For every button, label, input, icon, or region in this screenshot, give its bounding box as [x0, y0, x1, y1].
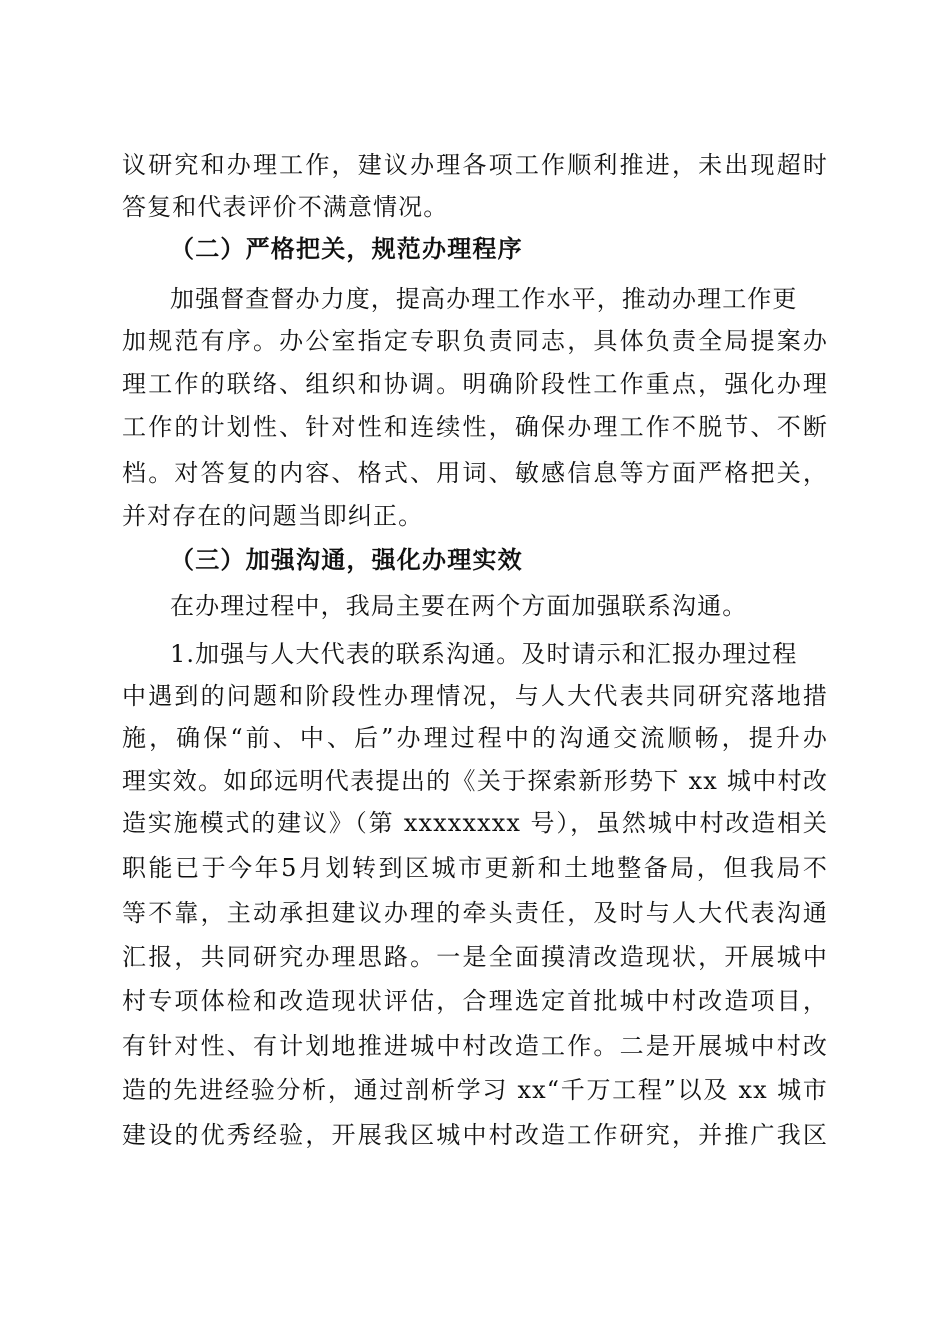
body-text-line: 理工作的联络、组织和协调。明确阶段性工作重点，强化办理 — [122, 370, 828, 398]
body-text-line: 造实施模式的建议》（第 xxxxxxxx 号），虽然城中村改造相关 — [122, 809, 828, 837]
section-heading: （二）严格把关，规范办理程序 — [170, 234, 523, 263]
body-text-line: 议研究和办理工作，建议办理各项工作顺利推进，未出现超时 — [122, 151, 828, 179]
body-text-line: 档。对答复的内容、格式、用词、敏感信息等方面严格把关， — [122, 459, 828, 487]
body-text-line: 建设的优秀经验，开展我区城中村改造工作研究，并推广我区 — [122, 1121, 828, 1149]
body-text-line: 造的先进经验分析，通过剖析学习 xx“千万工程”以及 xx 城市 — [122, 1076, 828, 1104]
section-heading: （三）加强沟通，强化办理实效 — [170, 545, 523, 574]
body-text-line: 村专项体检和改造现状评估，合理选定首批城中村改造项目， — [122, 987, 828, 1015]
paragraph-first-line: 1.加强与人大代表的联系沟通。及时请示和汇报办理过程 — [170, 640, 798, 668]
body-text-line: 职能已于今年5月划转到区城市更新和土地整备局，但我局不 — [122, 854, 828, 882]
body-text-line: 有针对性、有计划地推进城中村改造工作。二是开展城中村改 — [122, 1032, 828, 1060]
paragraph-first-line: 在办理过程中，我局主要在两个方面加强联系沟通。 — [170, 592, 748, 620]
body-text-line: 汇报，共同研究办理思路。一是全面摸清改造现状，开展城中 — [122, 943, 828, 971]
body-text-line: 中遇到的问题和阶段性办理情况，与人大代表共同研究落地措 — [122, 682, 828, 710]
body-text-line: 理实效。如邱远明代表提出的《关于探索新形势下 xx 城中村改 — [122, 767, 828, 795]
body-text-line: 加规范有序。办公室指定专职负责同志，具体负责全局提案办 — [122, 327, 828, 355]
body-text-line: 等不靠，主动承担建议办理的牵头责任，及时与人大代表沟通 — [122, 899, 828, 927]
body-text-line: 工作的计划性、针对性和连续性，确保办理工作不脱节、不断 — [122, 413, 828, 441]
body-text-line: 并对存在的问题当即纠正。 — [122, 502, 424, 530]
paragraph-first-line: 加强督查督办力度，提高办理工作水平，推动办理工作更 — [170, 285, 798, 313]
body-text-line: 施，确保“前、中、后”办理过程中的沟通交流顺畅，提升办 — [122, 724, 828, 752]
body-text-line: 答复和代表评价不满意情况。 — [122, 193, 449, 221]
